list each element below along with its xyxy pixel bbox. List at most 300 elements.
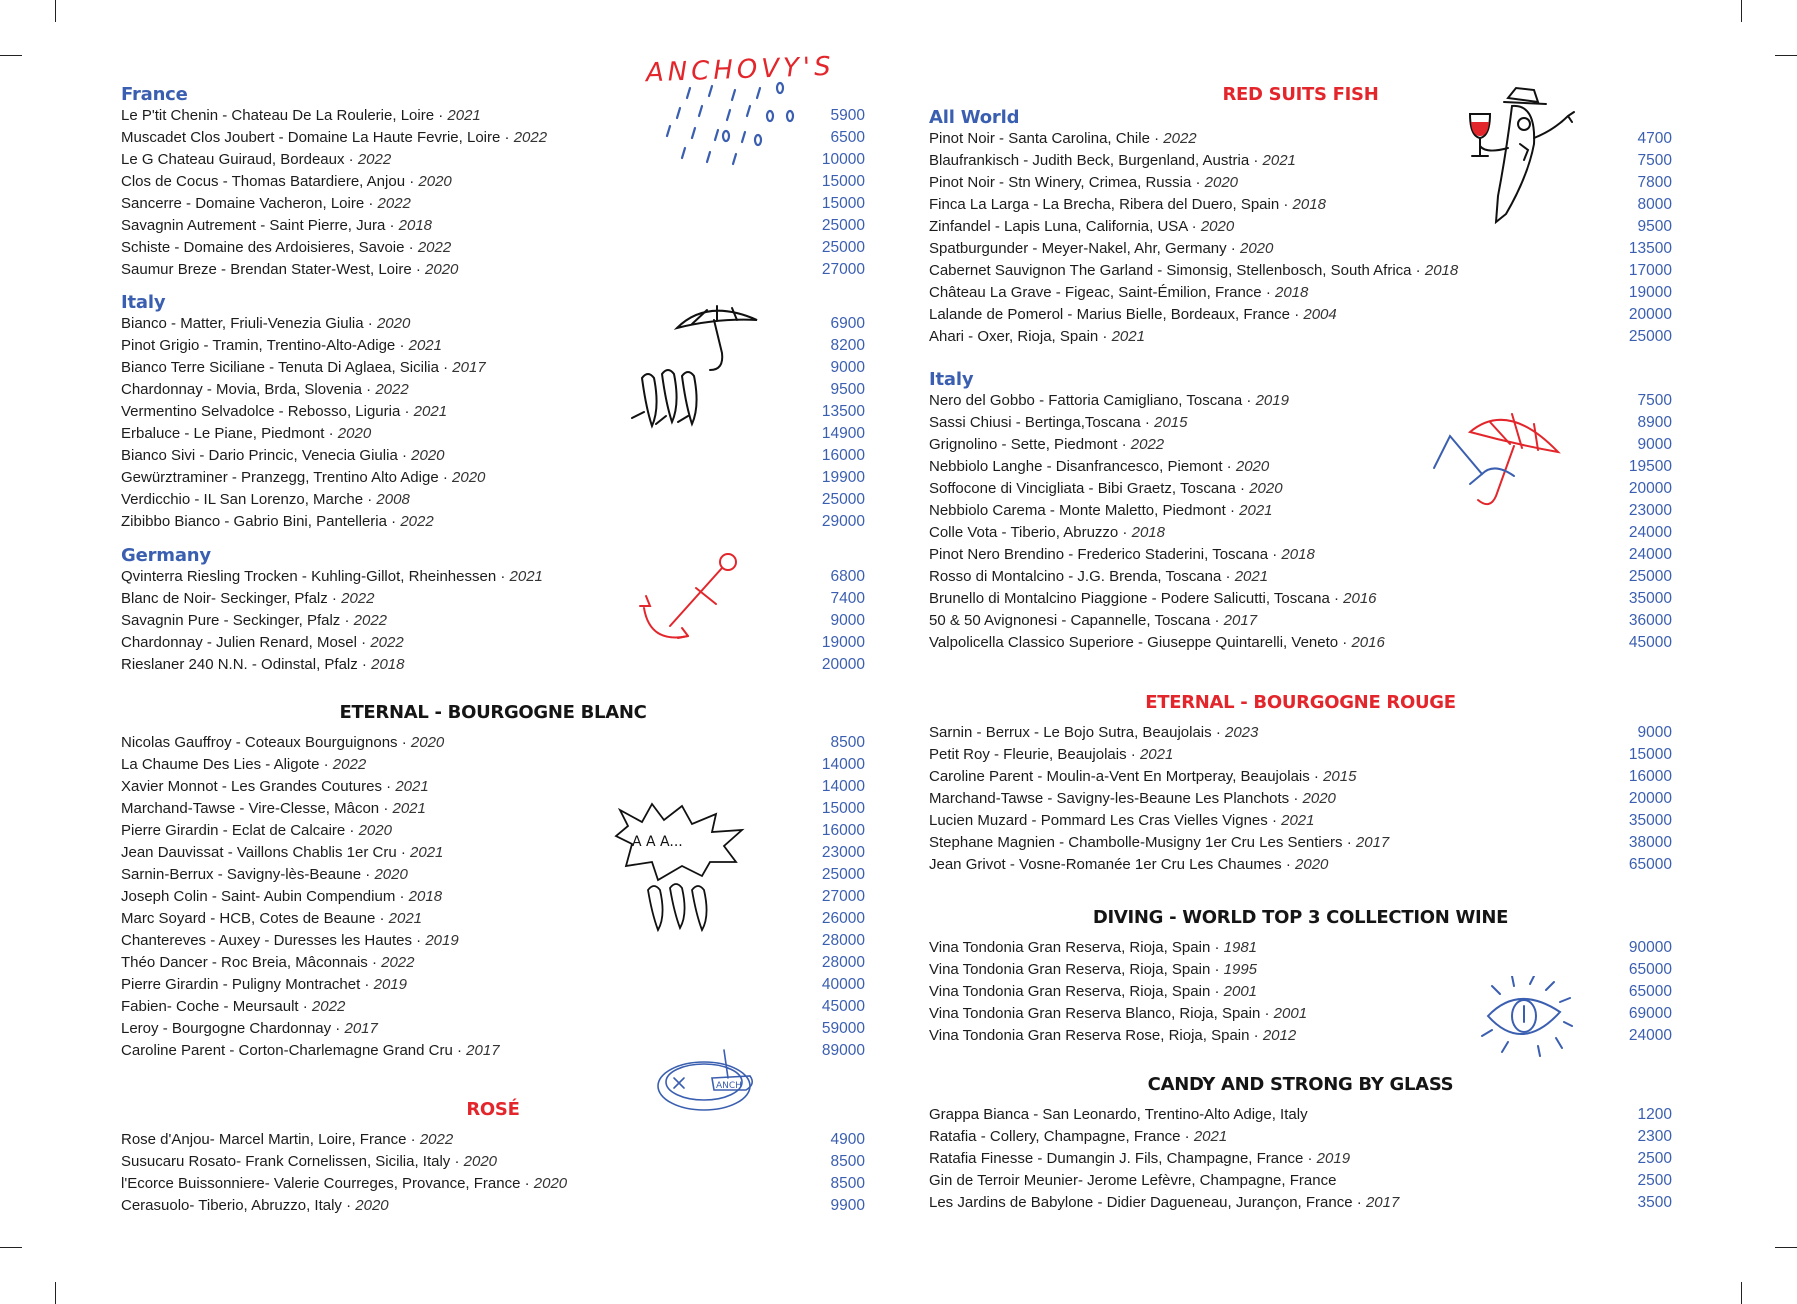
wine-name: Vina Tondonia Gran Reserva Rose, Rioja, Spain bbox=[929, 1027, 1250, 1044]
price: 25000 bbox=[821, 239, 865, 256]
price: 35000 bbox=[1628, 590, 1672, 607]
vintage-year: 2018 bbox=[408, 888, 443, 905]
price: 25000 bbox=[821, 866, 865, 883]
wine-description bbox=[929, 412, 1187, 434]
menu-item bbox=[121, 974, 865, 996]
wine-name: Leroy - Bourgogne Chardonnay bbox=[121, 1020, 332, 1037]
wine-description bbox=[929, 1025, 1296, 1047]
crop-mark bbox=[55, 0, 56, 22]
price: 26000 bbox=[821, 910, 865, 927]
menu-item bbox=[929, 744, 1672, 766]
price: 45000 bbox=[1628, 634, 1672, 651]
fish-in-suit-doodle bbox=[1450, 84, 1585, 229]
price: 19500 bbox=[1628, 458, 1672, 475]
vintage-year: 2021 bbox=[447, 107, 481, 124]
menu-item bbox=[121, 1129, 865, 1151]
wine-name: Vermentino Selvadolce - Rebosso, Liguria bbox=[121, 403, 401, 420]
vintage-year: 2019 bbox=[1255, 392, 1289, 409]
vintage-year: 2001 bbox=[1223, 983, 1258, 1000]
wine-name: l'Ecorce Buissonniere- Valerie Courreges, Provance, France bbox=[121, 1175, 521, 1192]
wine-name: Blaufrankisch - Judith Beck, Burgenland, Austria bbox=[929, 152, 1250, 169]
wine-name: Bianco Terre Siciliane - Tenuta Di Aglaea, Sicilia bbox=[121, 359, 439, 376]
wine-description bbox=[121, 754, 366, 776]
price: 7800 bbox=[1637, 174, 1672, 191]
wine-description bbox=[121, 864, 408, 886]
wine-description bbox=[121, 632, 404, 654]
separator-dot: · bbox=[367, 954, 382, 971]
wine-description bbox=[121, 974, 407, 996]
separator-dot: · bbox=[520, 1175, 534, 1192]
vintage-year: 1995 bbox=[1223, 961, 1258, 978]
wine-description bbox=[121, 127, 547, 149]
vintage-year: 2022 bbox=[311, 998, 346, 1015]
crop-mark bbox=[0, 1247, 22, 1248]
price: 2300 bbox=[1637, 1128, 1672, 1145]
price: 16000 bbox=[821, 447, 865, 464]
wine-name: Sarnin - Berrux - Le Bojo Sutra, Beaujolais bbox=[929, 724, 1212, 741]
wine-name: Colle Vota - Tiberio, Abruzzo bbox=[929, 524, 1119, 541]
crop-mark bbox=[1741, 1282, 1742, 1304]
wine-name: Chardonnay - Movia, Brda, Slovenia bbox=[121, 381, 362, 398]
menu-item bbox=[121, 237, 865, 259]
price: 90000 bbox=[1628, 939, 1672, 956]
umbrella-fish-doodle bbox=[622, 298, 762, 448]
wine-description bbox=[929, 500, 1273, 522]
section-title: CANDY AND STRONG BY GLASS bbox=[1147, 1074, 1454, 1095]
menu-item bbox=[929, 788, 1672, 810]
price: 13500 bbox=[1628, 240, 1672, 257]
menu-item bbox=[929, 1170, 1672, 1192]
price: 9500 bbox=[830, 381, 865, 398]
menu-item bbox=[121, 776, 865, 798]
vintage-year: 2017 bbox=[344, 1020, 378, 1037]
separator-dot: · bbox=[1118, 524, 1132, 541]
wine-name: Caroline Parent - Corton-Charlemagne Grand Cru bbox=[121, 1042, 453, 1059]
vintage-year: 2017 bbox=[466, 1042, 500, 1059]
wine-name: Clos de Cocus - Thomas Batardiere, Anjou bbox=[121, 173, 406, 190]
menu-item bbox=[929, 610, 1672, 632]
section-subtitle: All World bbox=[929, 107, 1020, 128]
wine-description bbox=[929, 326, 1145, 348]
wine-name: Marchand-Tawse - Savigny-les-Beaune Les Planchots bbox=[929, 790, 1290, 807]
wine-name: Vina Tondonia Gran Reserva, Rioja, Spain bbox=[929, 939, 1211, 956]
vintage-year: 2018 bbox=[1131, 524, 1165, 541]
price: 6500 bbox=[830, 129, 865, 146]
vintage-year: 2020 bbox=[1235, 458, 1270, 475]
wine-description bbox=[121, 313, 410, 335]
separator-dot: · bbox=[1222, 458, 1236, 475]
separator-dot: · bbox=[1098, 328, 1112, 345]
sun-eye-doodle bbox=[1478, 976, 1573, 1058]
separator-dot: · bbox=[1342, 834, 1356, 851]
price: 24000 bbox=[1628, 546, 1672, 563]
separator-dot: · bbox=[363, 491, 377, 508]
wine-description bbox=[121, 886, 442, 908]
wine-description bbox=[121, 1129, 453, 1151]
vintage-year: 2023 bbox=[1225, 724, 1259, 741]
menu-item bbox=[121, 610, 865, 632]
price: 45000 bbox=[821, 998, 865, 1015]
menu-item bbox=[121, 445, 865, 467]
wine-description bbox=[121, 149, 391, 171]
price: 28000 bbox=[821, 954, 865, 971]
menu-item bbox=[929, 304, 1672, 326]
wine-description bbox=[929, 854, 1328, 876]
section-candy-and-strong-by-glass bbox=[929, 1075, 1672, 1214]
menu-item bbox=[929, 722, 1672, 744]
wine-name: La Chaume Des Lies - Aligote bbox=[121, 756, 320, 773]
wine-name: Sassi Chiusi - Bertinga,Toscana bbox=[929, 414, 1141, 431]
separator-dot: · bbox=[363, 315, 377, 332]
price: 35000 bbox=[1628, 812, 1672, 829]
crop-mark bbox=[1775, 1247, 1797, 1248]
wine-description bbox=[121, 423, 371, 445]
price: 3500 bbox=[1637, 1194, 1672, 1211]
wine-name: Théo Dancer - Roc Breia, Mâconnais bbox=[121, 954, 368, 971]
wine-name: Le P'tit Chenin - Chateau De La Roulerie, Loire bbox=[121, 107, 435, 124]
vintage-year: 2021 bbox=[1193, 1128, 1228, 1145]
separator-dot: · bbox=[406, 1131, 420, 1148]
vintage-year: 2017 bbox=[1355, 834, 1390, 851]
anchor-doodle bbox=[636, 548, 746, 648]
wine-name: Lalande de Pomerol - Marius Bielle, Bordeaux, France bbox=[929, 306, 1291, 323]
wine-description bbox=[929, 1170, 1336, 1192]
vintage-year: 2004 bbox=[1303, 306, 1337, 323]
menu-item bbox=[121, 654, 865, 676]
wine-name: Blanc de Noir- Seckinger, Pfalz bbox=[121, 590, 328, 607]
separator-dot: · bbox=[1290, 306, 1304, 323]
svg-text:A A A...: A A A... bbox=[632, 834, 683, 850]
wine-name: Vina Tondonia Gran Reserva, Rioja, Spain bbox=[929, 983, 1211, 1000]
separator-dot: · bbox=[298, 998, 312, 1015]
price: 8900 bbox=[1637, 414, 1672, 431]
price: 19900 bbox=[821, 469, 865, 486]
wine-name: Nebbiolo Langhe - Disanfrancesco, Piemont bbox=[929, 458, 1223, 475]
menu-item bbox=[929, 632, 1672, 654]
section-title: ETERNAL - BOURGOGNE ROUGE bbox=[1145, 692, 1456, 713]
wine-name: Rieslaner 240 N.N. - Odinstal, Pfalz bbox=[121, 656, 358, 673]
wine-description bbox=[121, 1195, 389, 1217]
separator-dot: · bbox=[386, 513, 401, 530]
menu-item bbox=[929, 854, 1672, 876]
price: 65000 bbox=[1628, 856, 1672, 873]
wine-description bbox=[929, 172, 1238, 194]
wine-description bbox=[121, 237, 451, 259]
wine-description bbox=[929, 434, 1164, 456]
vintage-year: 2022 bbox=[375, 381, 409, 398]
vintage-year: 2022 bbox=[1163, 130, 1197, 147]
separator-dot: · bbox=[1221, 568, 1235, 585]
vintage-year: 2020 bbox=[1200, 218, 1235, 235]
wine-name: 50 & 50 Avignonesi - Capannelle, Toscana bbox=[929, 612, 1211, 629]
wine-name: Finca La Larga - La Brecha, Ribera del Duero, Spain bbox=[929, 196, 1280, 213]
price: 14900 bbox=[821, 425, 865, 442]
wine-description bbox=[121, 445, 445, 467]
menu-item bbox=[929, 766, 1672, 788]
separator-dot: · bbox=[400, 403, 414, 420]
separator-dot: · bbox=[379, 800, 393, 817]
separator-dot: · bbox=[450, 1153, 464, 1170]
wine-name: Bianco - Matter, Friuli-Venezia Giulia bbox=[121, 315, 364, 332]
menu-item bbox=[121, 215, 865, 237]
separator-dot: · bbox=[411, 932, 426, 949]
red-umbrella-doodle bbox=[1430, 400, 1565, 515]
separator-dot: · bbox=[1267, 812, 1282, 829]
wine-description bbox=[929, 282, 1308, 304]
wine-name: Vina Tondonia Gran Reserva, Rioja, Spain bbox=[929, 961, 1211, 978]
wine-description bbox=[929, 937, 1257, 959]
wine-description bbox=[121, 820, 392, 842]
vintage-year: 2020 bbox=[1302, 790, 1336, 807]
vintage-year: 2020 bbox=[410, 734, 445, 751]
wine-name: Ratafia Finesse - Dumangin J. Fils, Champagne, France bbox=[929, 1150, 1304, 1167]
wine-name: Cerasuolo- Tiberio, Abruzzo, Italy bbox=[121, 1197, 342, 1214]
price: 13500 bbox=[821, 403, 865, 420]
price: 15000 bbox=[821, 195, 865, 212]
separator-dot: · bbox=[1191, 174, 1205, 191]
wine-name: Grignolino - Sette, Piedmont bbox=[929, 436, 1118, 453]
separator-dot: · bbox=[1268, 546, 1282, 563]
wine-description bbox=[121, 193, 411, 215]
wine-description bbox=[929, 1192, 1399, 1214]
separator-dot: · bbox=[1225, 502, 1240, 519]
wine-description bbox=[929, 216, 1234, 238]
separator-dot: · bbox=[324, 425, 338, 442]
price: 4700 bbox=[1637, 130, 1672, 147]
price: 5900 bbox=[830, 107, 865, 124]
price: 8500 bbox=[830, 1175, 865, 1192]
menu-item bbox=[929, 522, 1672, 544]
wine-description bbox=[121, 259, 458, 281]
menu-item bbox=[929, 937, 1672, 959]
wine-description bbox=[929, 1148, 1350, 1170]
wine-name: Chardonnay - Julien Renard, Mosel bbox=[121, 634, 357, 651]
vintage-year: 2021 bbox=[1234, 568, 1269, 585]
wine-name: Savagnin Pure - Seckinger, Pfalz bbox=[121, 612, 341, 629]
menu-item bbox=[929, 1104, 1672, 1126]
vintage-year: 2020 bbox=[418, 173, 452, 190]
wine-description bbox=[929, 766, 1356, 788]
vintage-year: 2020 bbox=[1239, 240, 1274, 257]
menu-item bbox=[121, 996, 865, 1018]
wine-name: Susucaru Rosato- Frank Cornelissen, Sicilia, Italy bbox=[121, 1153, 451, 1170]
vintage-year: 2019 bbox=[1316, 1150, 1351, 1167]
vintage-year: 2021 bbox=[1281, 812, 1315, 829]
menu-item bbox=[121, 566, 865, 588]
menu-item bbox=[121, 588, 865, 610]
vintage-year: 2018 bbox=[1424, 262, 1459, 279]
wine-description bbox=[121, 798, 426, 820]
wine-name: Qvinterra Riesling Trocken - Kuhling-Gillot, Rheinhessen bbox=[121, 568, 497, 585]
price: 14000 bbox=[821, 756, 865, 773]
wine-name: Zibibbo Bianco - Gabrio Bini, Pantelleria bbox=[121, 513, 387, 530]
wine-description bbox=[121, 654, 404, 676]
separator-dot: · bbox=[405, 173, 419, 190]
price: 14000 bbox=[821, 778, 865, 795]
price: 6800 bbox=[830, 568, 865, 585]
separator-dot: · bbox=[500, 129, 514, 146]
price: 4900 bbox=[830, 1131, 865, 1148]
wine-name: Spatburgunder - Meyer-Nakel, Ahr, Germany bbox=[929, 240, 1227, 257]
crop-mark bbox=[0, 55, 22, 56]
wine-description bbox=[929, 1003, 1307, 1025]
crop-mark bbox=[55, 1282, 56, 1304]
separator-dot: · bbox=[1149, 130, 1164, 147]
separator-dot: · bbox=[385, 217, 399, 234]
wine-description bbox=[121, 401, 447, 423]
separator-dot: · bbox=[375, 910, 389, 927]
wine-description bbox=[929, 260, 1458, 282]
vintage-year: 2021 bbox=[509, 568, 543, 585]
separator-dot: · bbox=[1126, 746, 1140, 763]
wine-description bbox=[929, 1126, 1227, 1148]
price: 20000 bbox=[821, 656, 865, 673]
vintage-year: 2021 bbox=[413, 403, 448, 420]
separator-dot: · bbox=[1338, 634, 1352, 651]
wine-description bbox=[121, 610, 387, 632]
separator-dot: · bbox=[1210, 983, 1224, 1000]
vintage-year: 2020 bbox=[1295, 856, 1329, 873]
menu-item bbox=[121, 259, 865, 281]
wine-description bbox=[929, 959, 1257, 981]
wine-description bbox=[121, 1018, 378, 1040]
price: 9000 bbox=[1637, 724, 1672, 741]
wine-description bbox=[121, 105, 481, 127]
screaming-fish-doodle bbox=[612, 800, 762, 940]
vintage-year: 2022 bbox=[1130, 436, 1165, 453]
price: 65000 bbox=[1628, 983, 1672, 1000]
menu-item bbox=[121, 511, 865, 533]
vintage-year: 2021 bbox=[1111, 328, 1145, 345]
wine-description bbox=[929, 981, 1257, 1003]
wine-name: Château La Grave - Figeac, Saint-Émilion, France bbox=[929, 284, 1262, 301]
vintage-year: 2022 bbox=[332, 756, 367, 773]
vintage-year: 2020 bbox=[425, 261, 459, 278]
separator-dot: · bbox=[1249, 1027, 1263, 1044]
separator-dot: · bbox=[438, 469, 453, 486]
separator-dot: · bbox=[1260, 1005, 1274, 1022]
vintage-year: 2020 bbox=[533, 1175, 568, 1192]
wine-description bbox=[121, 952, 415, 974]
vintage-year: 2020 bbox=[1204, 174, 1239, 191]
price: 15000 bbox=[821, 800, 865, 817]
separator-dot: · bbox=[340, 612, 354, 629]
vintage-year: 2021 bbox=[408, 337, 442, 354]
separator-dot: · bbox=[452, 1042, 467, 1059]
price: 65000 bbox=[1628, 961, 1672, 978]
vintage-year: 2022 bbox=[341, 590, 375, 607]
separator-dot: · bbox=[411, 261, 426, 278]
separator-dot: · bbox=[1210, 939, 1224, 956]
separator-dot: · bbox=[1210, 961, 1224, 978]
wine-name: Pinot Noir - Santa Carolina, Chile bbox=[929, 130, 1150, 147]
menu-item bbox=[929, 832, 1672, 854]
section-title: RED SUITS FISH bbox=[1222, 84, 1379, 105]
price: 16000 bbox=[821, 822, 865, 839]
vintage-year: 2022 bbox=[353, 612, 388, 629]
price: 2500 bbox=[1637, 1172, 1672, 1189]
vintage-year: 2020 bbox=[411, 447, 445, 464]
vintage-year: 2021 bbox=[392, 800, 426, 817]
wine-name: Jean Dauvissat - Vaillons Chablis 1er Cru bbox=[121, 844, 397, 861]
vintage-year: 2020 bbox=[452, 469, 486, 486]
separator-dot: · bbox=[396, 844, 411, 861]
wine-name: Pierre Girardin - Puligny Montrachet bbox=[121, 976, 361, 993]
vintage-year: 2021 bbox=[1139, 746, 1174, 763]
section-subtitle: Italy bbox=[929, 369, 974, 390]
wine-description bbox=[929, 744, 1173, 766]
vintage-year: 2012 bbox=[1262, 1027, 1297, 1044]
menu-item bbox=[121, 1151, 865, 1173]
wine-description bbox=[121, 467, 485, 489]
wine-description bbox=[121, 842, 443, 864]
separator-dot: · bbox=[395, 337, 409, 354]
separator-dot: · bbox=[1279, 196, 1293, 213]
wine-name: Vina Tondonia Gran Reserva Blanco, Rioja, Spain bbox=[929, 1005, 1261, 1022]
wine-name: Brunello di Montalcino Piaggione - Podere Salicutti, Toscana bbox=[929, 590, 1330, 607]
wine-description bbox=[121, 171, 452, 193]
section-subtitle: Italy bbox=[121, 292, 166, 313]
wine-name: Caroline Parent - Moulin-a-Vent En Mortperay, Beaujolais bbox=[929, 768, 1310, 785]
wine-name: Sarnin-Berrux - Savigny-lès-Beaune bbox=[121, 866, 362, 883]
wine-name: Nebbiolo Carema - Monte Maletto, Piedmont bbox=[929, 502, 1226, 519]
vintage-year: 2022 bbox=[377, 195, 411, 212]
wine-description bbox=[929, 238, 1273, 260]
separator-dot: · bbox=[395, 888, 409, 905]
wine-description bbox=[121, 908, 422, 930]
wine-description bbox=[929, 632, 1385, 654]
sardine-can-doodle bbox=[654, 1042, 764, 1122]
price: 9000 bbox=[830, 359, 865, 376]
vintage-year: 2020 bbox=[463, 1153, 498, 1170]
wine-description bbox=[929, 128, 1197, 150]
wine-description bbox=[929, 150, 1296, 172]
wine-description bbox=[929, 588, 1377, 610]
logo-text: ANCHOVY'S bbox=[645, 51, 836, 89]
separator-dot: · bbox=[397, 734, 411, 751]
menu-item bbox=[121, 732, 865, 754]
price: 38000 bbox=[1628, 834, 1672, 851]
separator-dot: · bbox=[319, 756, 333, 773]
vintage-year: 2020 bbox=[1249, 480, 1283, 497]
wine-name: Soffocone di Vincigliata - Bibi Graetz, Toscana bbox=[929, 480, 1236, 497]
wine-description bbox=[929, 194, 1326, 216]
menu-item bbox=[121, 754, 865, 776]
wine-name: Gin de Terroir Meunier- Jerome Lefèvre, Champagne, France bbox=[929, 1172, 1337, 1189]
vintage-year: 2022 bbox=[370, 634, 404, 651]
wine-name: Chantereves - Auxey - Duresses les Hautes bbox=[121, 932, 412, 949]
separator-dot: · bbox=[344, 151, 358, 168]
vintage-year: 2021 bbox=[1239, 502, 1273, 519]
menu-item bbox=[929, 326, 1672, 348]
vintage-year: 2020 bbox=[358, 822, 392, 839]
price: 7500 bbox=[1637, 392, 1672, 409]
menu-item bbox=[929, 260, 1672, 282]
wine-description bbox=[929, 722, 1258, 744]
menu-item bbox=[929, 566, 1672, 588]
separator-dot: · bbox=[438, 359, 453, 376]
price: 23000 bbox=[1628, 502, 1672, 519]
menu-item bbox=[121, 489, 865, 511]
wine-name: Pierre Girardin - Eclat de Calcaire bbox=[121, 822, 346, 839]
menu-item bbox=[929, 1192, 1672, 1214]
crop-mark bbox=[1741, 0, 1742, 22]
wine-description bbox=[121, 930, 459, 952]
price: 8200 bbox=[830, 337, 865, 354]
price: 28000 bbox=[821, 932, 865, 949]
wine-name: Nero del Gobbo - Fattoria Camigliano, Toscana bbox=[929, 392, 1243, 409]
separator-dot: · bbox=[1411, 262, 1425, 279]
